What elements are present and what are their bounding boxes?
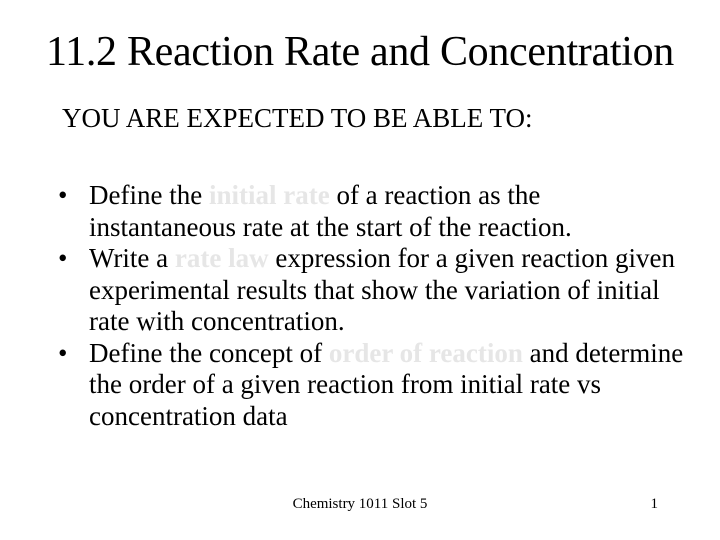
objective-item <box>58 338 688 433</box>
objective-highlight: initial rate <box>208 180 330 210</box>
objective-text-before: Write a <box>89 243 175 273</box>
slide-title: 11.2 Reaction Rate and Concentration <box>46 29 674 75</box>
bullet-icon: • <box>58 243 68 273</box>
slide-subtitle: YOU ARE EXPECTED TO BE ABLE TO: <box>62 103 533 133</box>
objective-text-after: expression for a given reaction given experimental results that show the variation of initial rate with concentration. <box>89 243 675 336</box>
objective-item <box>58 180 688 243</box>
bullet-icon: • <box>58 180 68 210</box>
objective-text-before: Define the <box>89 180 209 210</box>
objective-text-before: Define the concept of <box>89 337 329 368</box>
bullet-icon: • <box>58 337 68 368</box>
objectives-list <box>58 180 688 432</box>
objective-highlight: rate law <box>174 243 269 273</box>
objective-text-after: of a reaction as the instantaneous rate at the start of the reaction. <box>89 180 572 242</box>
page-number: 1 <box>650 496 658 512</box>
objective-item <box>58 243 688 338</box>
objective-text-after: and determine the order of a given reaction from initial rate vs concentration data <box>89 337 684 431</box>
footer-course-label: Chemistry 1011 Slot 5 <box>292 496 428 512</box>
objective-highlight: order of reaction <box>328 337 523 368</box>
